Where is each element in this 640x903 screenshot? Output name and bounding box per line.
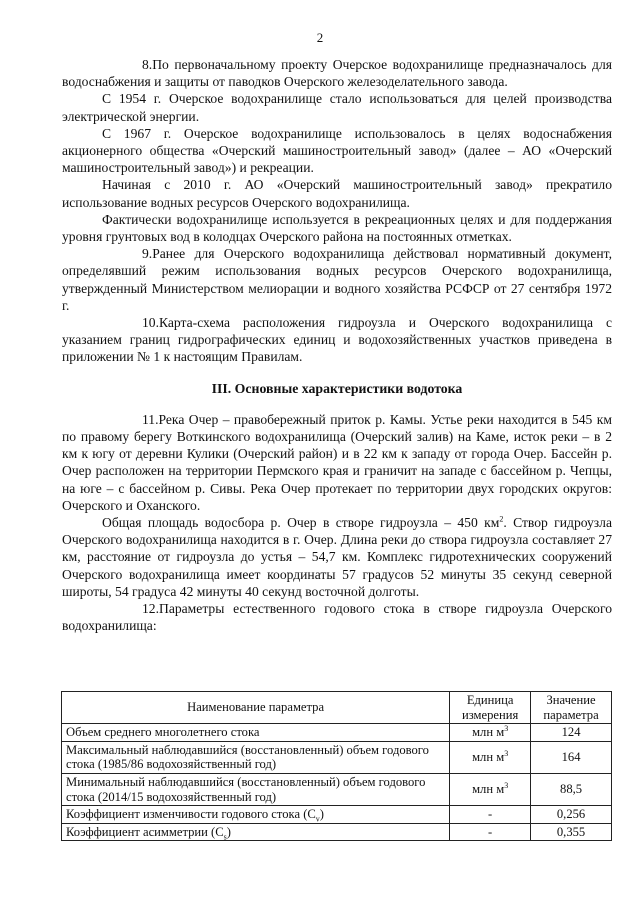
parameter-unit [450, 724, 531, 742]
parameter-value: 0,256 [531, 806, 612, 824]
parameter-unit [450, 806, 531, 824]
header-parameter-name: Наименование параметра [62, 692, 450, 724]
paragraph-9 [62, 245, 612, 314]
paragraph-1967 [62, 125, 612, 177]
parameter-name-text: Коэффициент асимметрии (C [66, 824, 224, 839]
paragraph-text: По первоначальному проекту Очерское водохранилище предназначалось для водоснабжения и защиты от паводков Очерского железоделательного завода. [62, 57, 612, 90]
parameter-name [62, 773, 450, 805]
paragraph-catchment-area [62, 514, 612, 600]
paragraph-number: 8. [142, 57, 153, 72]
unit-superscript: 3 [504, 724, 509, 733]
paragraph-text: Параметры естественного годового стока в створе гидроузла Очерского водохранилища: [62, 601, 612, 634]
runoff-parameters-table [61, 691, 612, 841]
parameter-name [62, 724, 450, 742]
unit-text: - [488, 807, 493, 822]
table-row [62, 741, 612, 773]
paragraph-recreation [62, 211, 612, 245]
paragraph-text: Общая площадь водосбора р. Очер в створе гидроузла – 450 км [102, 515, 500, 531]
parameter-name [62, 823, 450, 841]
parameter-name-text: ) [319, 807, 324, 822]
parameter-name [62, 741, 450, 773]
page-number: 2 [316, 30, 324, 45]
paragraph-8 [62, 56, 612, 90]
parameter-name [62, 806, 450, 824]
paragraph-number: 10. [142, 315, 159, 331]
parameter-unit [450, 773, 531, 805]
table-row [62, 823, 612, 841]
paragraph-1954 [62, 90, 612, 124]
paragraph-text: С 1954 г. Очерское водохранилище стало использоваться для целей производства электрической энергии. [62, 91, 612, 124]
paragraph-text: Фактически водохранилище используется в рекреационных целях и для поддержания уровня грунтовых вод в колодцах Очерского района на постоянных отметках. [62, 211, 612, 245]
header-unit: Единица измерения [450, 692, 531, 724]
paragraph-text: . Створ гидроузла Очерского водохранилища находится в г. Очер. Длина реки до створа гидроузла составляет 27 км, расстояние от гидроузла до устья – 54,7 км. Комплекс гидротехнических сооружений Очерского водохранилища имеет координаты 57 градусов 52 минуты 35 секунд северной широты, 54 градуса 42 минуты 40 секунд восточной долготы. [62, 515, 612, 599]
table-row [62, 773, 612, 805]
paragraph-10 [62, 314, 612, 366]
unit-superscript: 3 [504, 748, 509, 758]
parameter-name-text: ) [226, 824, 231, 839]
superscript: 2 [499, 514, 504, 524]
unit-text: млн м [472, 750, 505, 765]
parameter-name-text: Максимальный наблюдавшийся (восстановленный) объем годового стока (1985/86 водохозяйственный год) [66, 742, 429, 772]
parameter-name-text: Минимальный наблюдавшийся (восстановленный) объем годового стока (2014/15 водохозяйственный год) [66, 774, 426, 804]
paragraph-2010 [62, 176, 612, 210]
unit-text: млн м [472, 782, 505, 797]
parameter-unit [450, 741, 531, 773]
table-header-row [62, 692, 612, 724]
paragraph-text: Начиная с 2010 г. АО «Очерский машиностроительный завод» прекратило использование водных ресурсов Очерского водохранилища. [62, 177, 612, 210]
section-heading: III. Основные характеристики водотока [211, 380, 463, 396]
paragraph-12 [62, 600, 612, 634]
parameter-name-text: Коэффициент изменчивости годового стока (C [66, 807, 316, 822]
parameter-value: 164 [531, 741, 612, 773]
table-row [62, 806, 612, 824]
paragraph-number: 11. [142, 411, 159, 427]
paragraph-number: 9. [142, 246, 153, 262]
table-row [62, 724, 612, 742]
unit-superscript: 3 [504, 781, 509, 791]
document-body [62, 56, 612, 635]
paragraph-text: Река Очер – правобережный приток р. Камы. Устье реки находится в 545 км по правому берегу Воткинского водохранилища (Очерский залив) на Каме, исток реки – в 2 км к югу от деревни Кулики (Очерский район) и в 22 км к западу от города Очер. Бассейн р. Очер расположен на территории Пермского края и граничит на западе с бассейном р. Чепцы, на юге – с бассейном р. Сивы. Река Очер протекает по территории двух городских округов: Очерского и Оханского. [62, 411, 612, 513]
paragraph-text: С 1967 г. Очерское водохранилище использовалось в целях водоснабжения акционерного общества «Очерский машиностроительный завод» (далее – АО «Очерский машиностроительный завод») и рекреации. [62, 125, 612, 176]
paragraph-number: 12. [142, 601, 159, 617]
parameter-name-text: Объем среднего многолетнего стока [66, 725, 260, 740]
paragraph-11 [62, 411, 612, 514]
parameter-value: 88,5 [531, 773, 612, 805]
subscript: s [223, 832, 227, 842]
subscript: v [315, 814, 320, 824]
header-value: Значение параметра [531, 692, 612, 724]
parameter-unit [450, 823, 531, 841]
parameter-value: 124 [531, 724, 612, 742]
paragraph-text: Карта-схема расположения гидроузла и Очерского водохранилища с указанием границ гидрографических единиц и водохозяйственных участков приведена в приложении № 1 к настоящим Правилам. [62, 315, 612, 365]
paragraph-text: Ранее для Очерского водохранилища действовал нормативный документ, определявший режим использования водных ресурсов Очерского водохранилища, утвержденный Министерством мелиорации и водного хозяйства РСФСР от 27 сентября 1972 г. [62, 246, 612, 313]
parameter-value: 0,355 [531, 823, 612, 841]
unit-text: - [488, 824, 493, 839]
unit-text: млн м [472, 725, 505, 740]
